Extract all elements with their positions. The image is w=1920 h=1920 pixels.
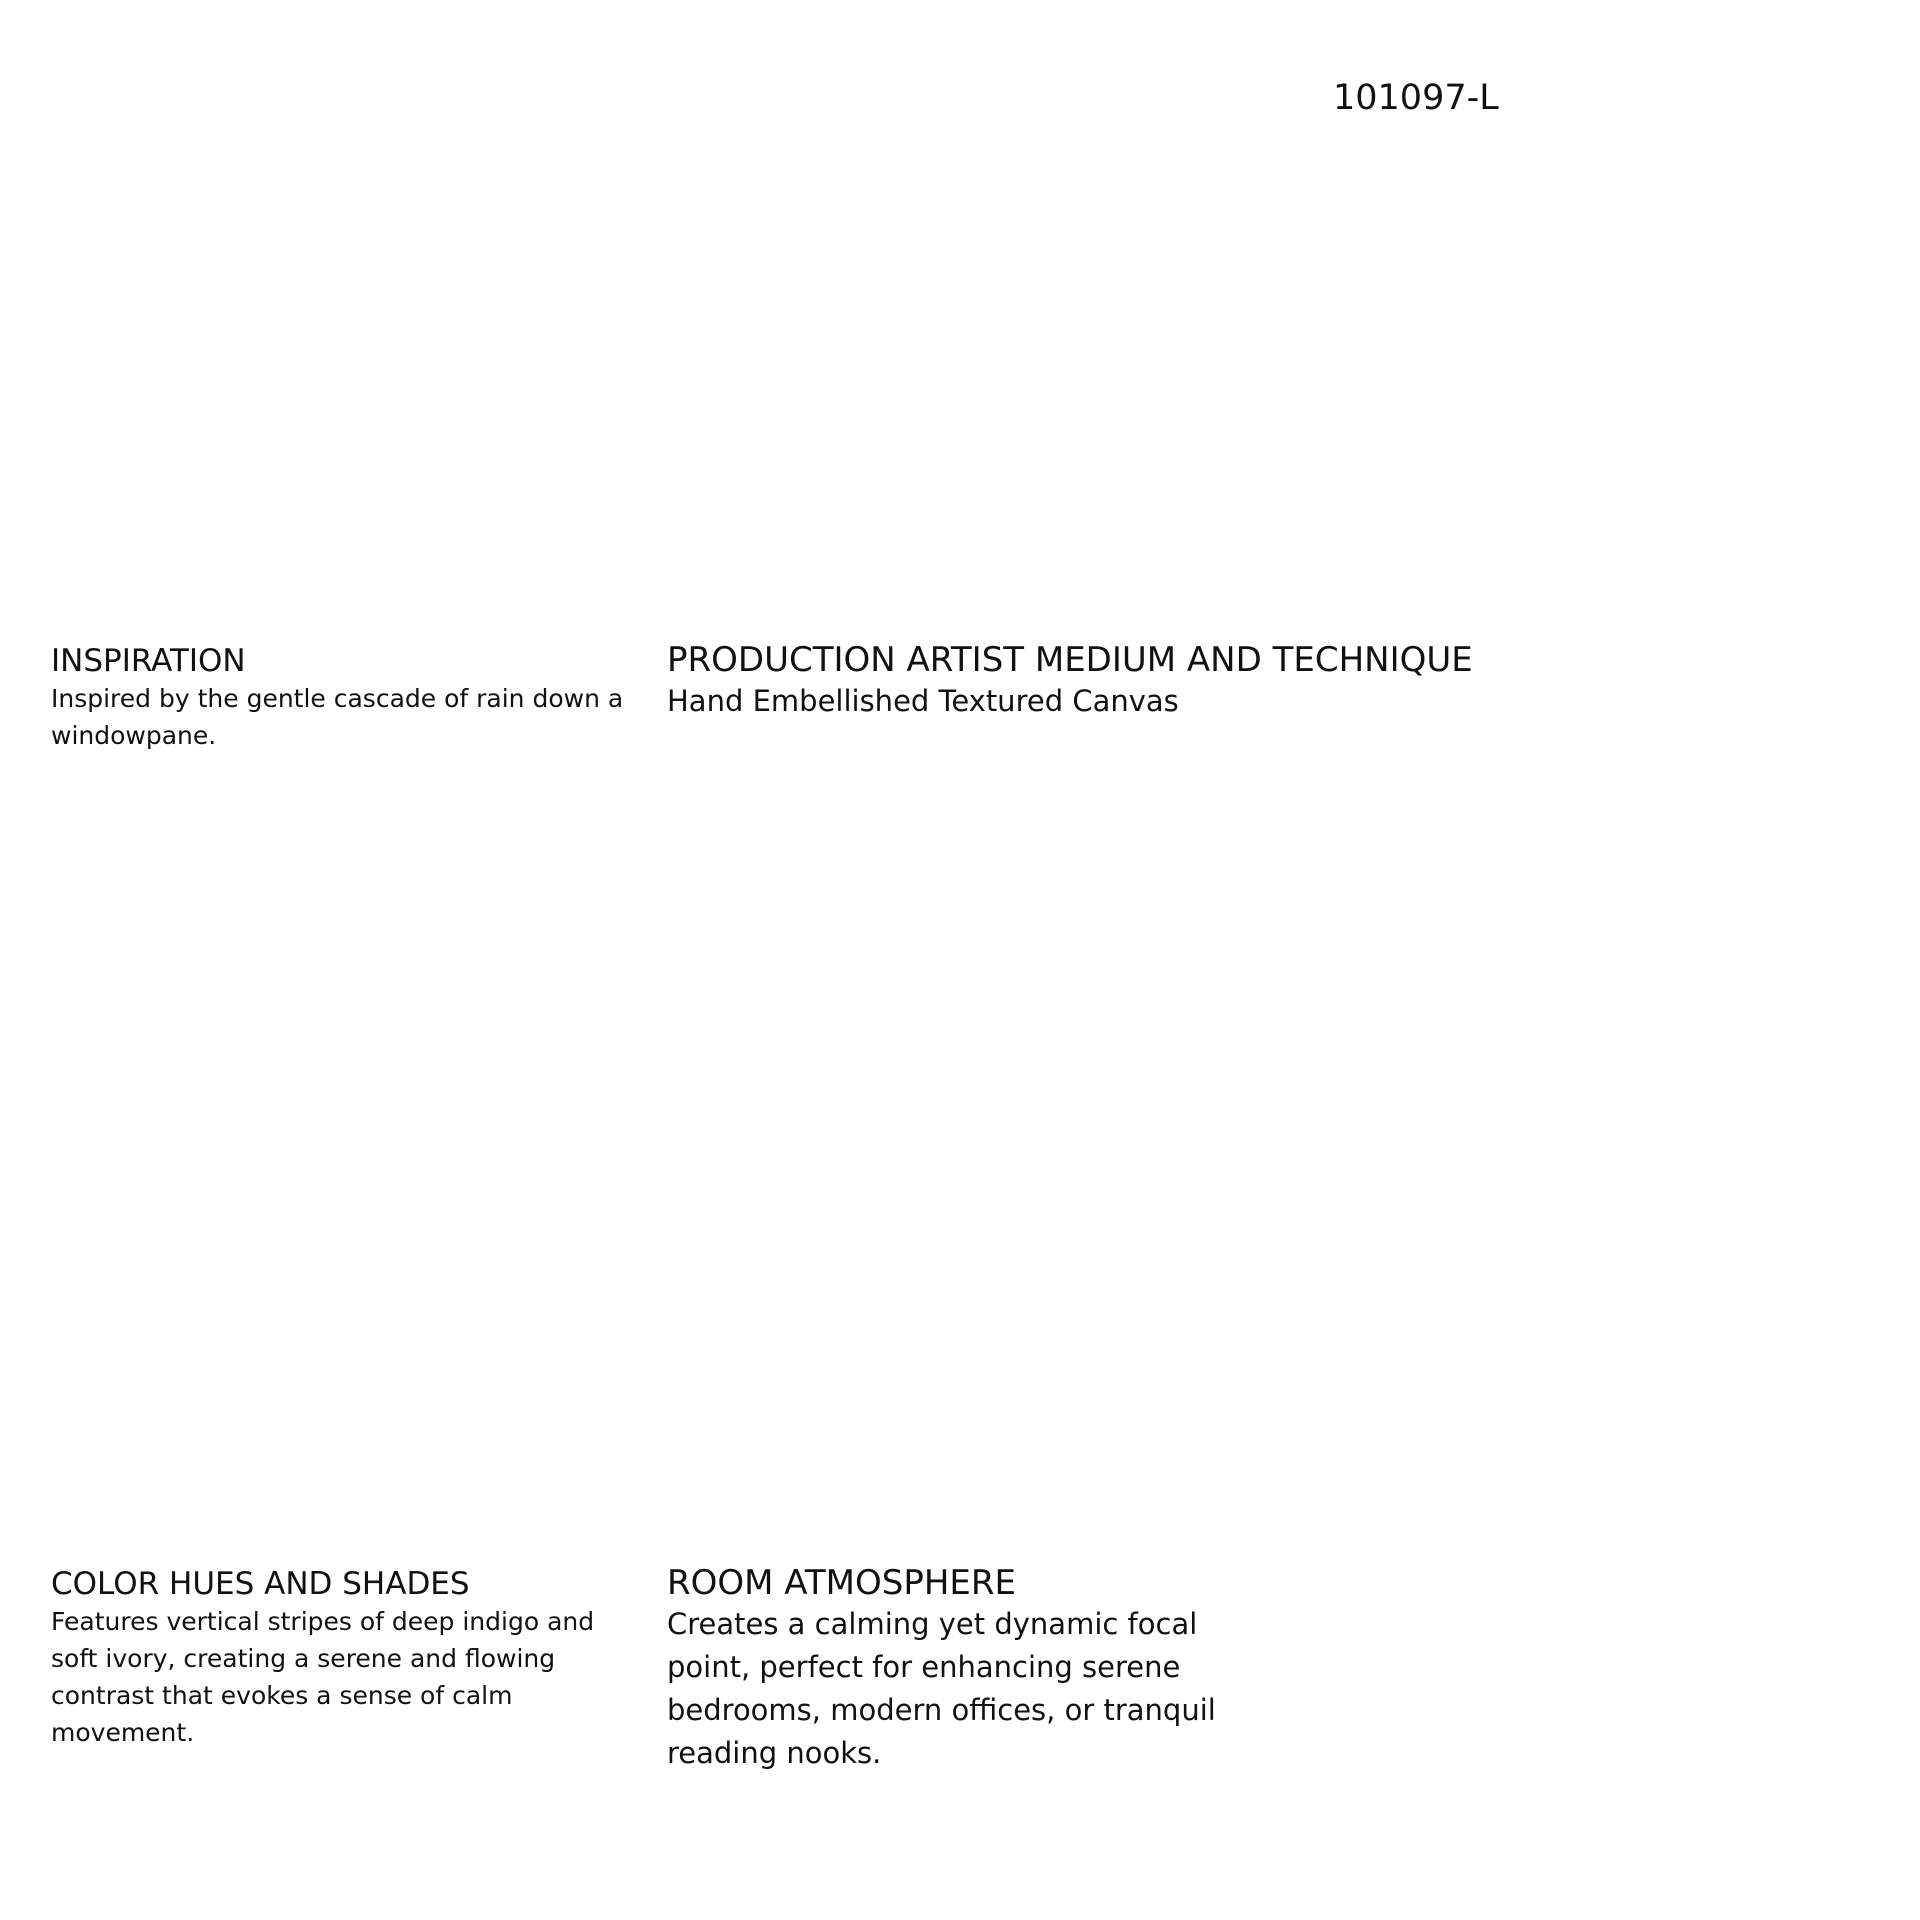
inspiration-section — [51, 642, 631, 754]
medium-heading: PRODUCTION ARTIST MEDIUM AND TECHNIQUE — [667, 640, 1473, 680]
medium-text: Hand Embellished Textured Canvas — [667, 684, 1179, 718]
color-heading: COLOR HUES AND SHADES — [51, 1566, 470, 1602]
color-section — [51, 1565, 631, 1751]
inspiration-text: Inspired by the gentle cascade of rain down a windowpane. — [51, 684, 624, 750]
room-atmosphere-section — [667, 1563, 1237, 1775]
medium-section — [667, 640, 1527, 722]
sku-code: 101097-L — [1333, 78, 1499, 118]
color-text: Features vertical stripes of deep indigo and soft ivory, creating a serene and flowing contrast that evokes a sense of calm movement. — [51, 1607, 595, 1747]
room-atmosphere-heading: ROOM ATMOSPHERE — [667, 1563, 1017, 1603]
room-atmosphere-text: Creates a calming yet dynamic focal point, perfect for enhancing serene bedrooms, modern offices, or tranquil reading nooks. — [667, 1607, 1216, 1770]
inspiration-heading: INSPIRATION — [51, 643, 246, 679]
